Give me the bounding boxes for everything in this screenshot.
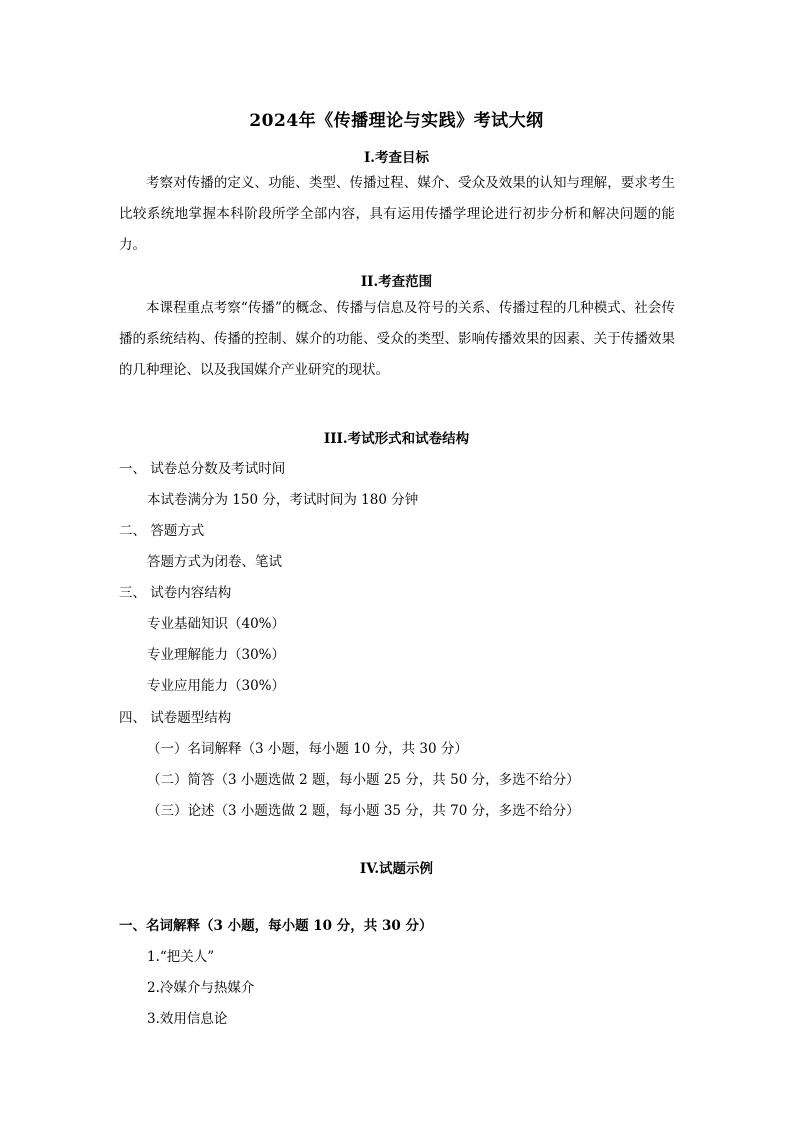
list-item-detail: （三）论述（3 小题选做 2 题，每小题 35 分，共 70 分，多选不给分）	[147, 803, 580, 819]
list-item-detail: 答题方式为闭卷、笔试	[147, 554, 282, 570]
example-subheading: 一、名词解释（3 小题，每小题 10 分，共 30 分）	[119, 918, 433, 934]
section-heading-examples: IV.试题示例	[359, 861, 434, 877]
list-item-label: 二、 答题方式	[119, 523, 205, 539]
list-item-label: 三、 试卷内容结构	[119, 585, 232, 601]
document-title: 2024年《传播理论与实践》考试大纲	[249, 111, 544, 131]
example-item: 2.冷媒介与热媒介	[147, 980, 255, 996]
section-paragraph-objectives: 考察对传播的定义、功能、类型、传播过程、媒介、受众及效果的认知与理解，要求考生比较系统地掌握本科阶段所学全部内容，具有运用传播学理论进行初步分析和解决问题的能力。	[119, 175, 675, 253]
list-item-detail: （二）简答（3 小题选做 2 题，每小题 25 分，共 50 分，多选不给分）	[147, 772, 580, 788]
list-item-detail: 专业基础知识（40%）	[147, 616, 286, 632]
list-item-detail: （一）名词解释（3 小题，每小题 10 分，共 30 分）	[147, 741, 468, 757]
list-item-label: 一、 试卷总分数及考试时间	[119, 461, 286, 477]
list-item-detail: 专业应用能力（30%）	[147, 678, 286, 694]
section-heading-objectives: I.考查目标	[363, 150, 429, 166]
example-item: 1.“把关人”	[147, 949, 215, 965]
example-item: 3.效用信息论	[147, 1011, 228, 1027]
list-item-detail: 专业理解能力（30%）	[147, 647, 286, 663]
section-paragraph-scope: 本课程重点考察“传播”的概念、传播与信息及符号的关系、传播过程的几种模式、社会传播的系统结构、传播的控制、媒介的功能、受众的类型、影响传播效果的因素、关于传播效果的几种理论、以及我国媒介产业研究的现状。	[119, 300, 675, 378]
section-heading-scope: II.考查范围	[360, 274, 433, 290]
list-item-detail: 本试卷满分为 150 分，考试时间为 180 分钟	[147, 492, 419, 508]
list-item-label: 四、 试卷题型结构	[119, 710, 232, 726]
section-heading-format: III.考试形式和试卷结构	[323, 431, 470, 447]
